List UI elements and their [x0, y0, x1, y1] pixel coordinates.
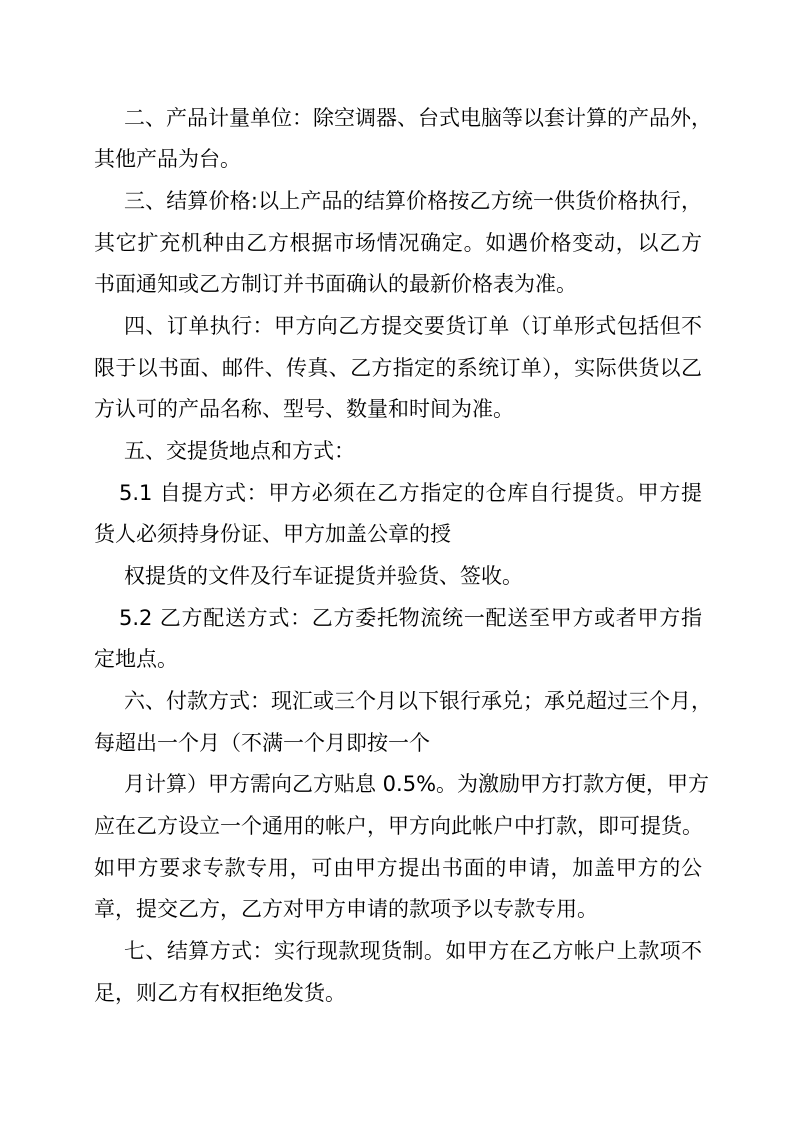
- clause-6-line-1: 六、付款方式：现汇或三个月以下银行承兑；承兑超过三个月，: [124, 689, 712, 713]
- clause-5-heading: 五、交提货地点和方式：: [124, 439, 355, 463]
- clause-3-line-2: 其它扩充机种由乙方根据市场情况确定。如遇价格变动，以乙方: [94, 231, 702, 255]
- clause-3-line-3: 书面通知或乙方制订并书面确认的最新价格表为准。: [94, 272, 577, 296]
- clause-6-line-3: 月计算）甲方需向乙方贴息 0.5%。为激励甲方打款方便，甲方: [124, 772, 710, 796]
- clause-7-line-1: 七、结算方式：实行现款现货制。如甲方在乙方帐户上款项不: [124, 939, 702, 963]
- clause-5-1-line-3: 权提货的文件及行车证提货并验货、签收。: [124, 564, 523, 588]
- clause-5-1-line-1: 5.1 自提方式：甲方必须在乙方指定的仓库自行提货。甲方提: [119, 481, 702, 505]
- clause-4-line-2: 限于以书面、邮件、传真、乙方指定的系统订单），实际供货以乙: [94, 356, 702, 380]
- clause-2-line-1: 二、产品计量单位：除空调器、台式电脑等以套计算的产品外，: [124, 106, 712, 130]
- clause-3-line-1: 三、结算价格:以上产品的结算价格按乙方统一供货价格执行，: [124, 189, 702, 213]
- clause-6-line-4: 应在乙方设立一个通用的帐户，甲方向此帐户中打款，即可提货。: [94, 814, 703, 838]
- clause-5-2-line-1: 5.2 乙方配送方式：乙方委托物流统一配送至甲方或者甲方指: [119, 606, 702, 630]
- clause-4-line-1: 四、订单执行：甲方向乙方提交要货订单（订单形式包括但不: [124, 314, 702, 338]
- clause-5-1-line-2: 货人必须持身份证、甲方加盖公章的授: [94, 522, 451, 546]
- clause-5-2-line-2: 定地点。: [94, 647, 178, 671]
- clause-7-line-2: 足，则乙方有权拒绝发货。: [94, 981, 346, 1005]
- clause-6-line-2: 每超出一个月（不满一个月即按一个: [94, 731, 430, 755]
- clause-4-line-3: 方认可的产品名称、型号、数量和时间为准。: [94, 397, 514, 421]
- clause-2-line-2: 其他产品为台。: [94, 147, 241, 171]
- clause-6-line-5: 如甲方要求专款专用，可由甲方提出书面的申请，加盖甲方的公: [94, 856, 702, 880]
- clause-6-line-6: 章，提交乙方，乙方对甲方申请的款项予以专款专用。: [94, 897, 598, 921]
